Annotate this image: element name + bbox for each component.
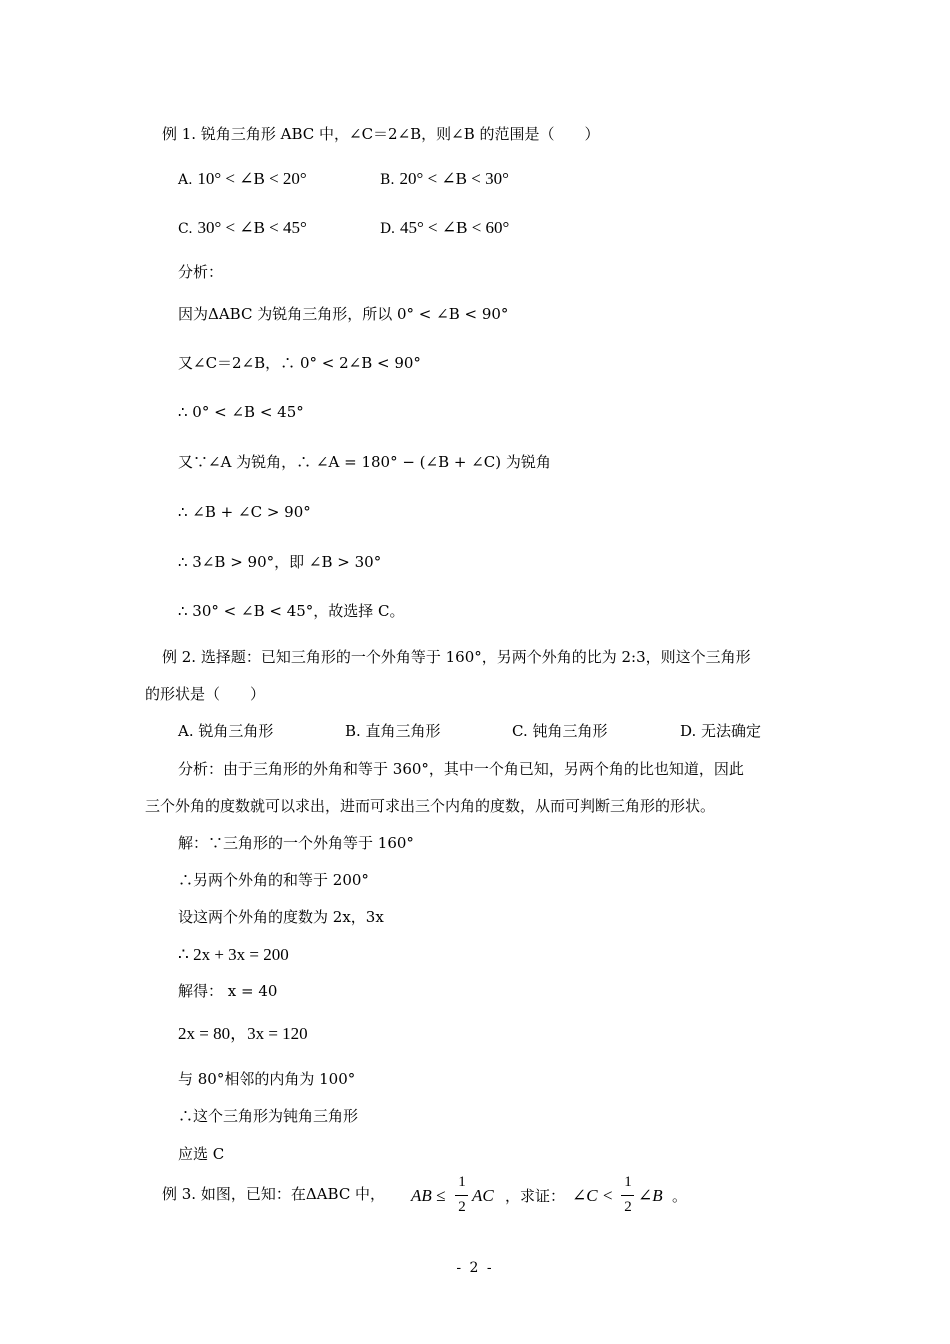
option-math: 30° < ∠B < 45° xyxy=(197,218,307,237)
ex1-line-6: ∴ 3∠B > 90°，即 ∠B > 30° xyxy=(178,553,382,571)
option-math: 10° < ∠B < 20° xyxy=(197,169,307,188)
ex3-bb: ∠B xyxy=(638,1186,663,1205)
option-letter: C. xyxy=(178,221,193,237)
ex1-line-1: 因为ΔABC 为锐角三角形，所以 0° < ∠B < 90° xyxy=(178,305,509,323)
ex3-ac: AC xyxy=(472,1186,494,1205)
ex2-solution-line-3: 设这两个外角的度数为 2x，3x xyxy=(178,908,384,926)
option-letter: B. xyxy=(380,172,395,188)
ex1-analysis-label: 分析： xyxy=(178,263,224,281)
ex1-line-2: 又∠C＝2∠B，∴ 0° < 2∠B < 90° xyxy=(178,354,421,372)
option-math: 20° < ∠B < 30° xyxy=(399,169,509,188)
ex2-solution-line-4: ∴ 2x + 3x = 200 xyxy=(178,945,289,964)
ex2-option-a: A. 锐角三角形 xyxy=(178,722,274,740)
page-number: - 2 - xyxy=(456,1260,494,1276)
ex1-line-5: ∴ ∠B + ∠C > 90° xyxy=(178,503,311,521)
ex3-pre: 例 3. 如图，已知：在ΔABC 中， xyxy=(162,1185,386,1203)
ex2-solution-line-7: 与 80°相邻的内角为 100° xyxy=(178,1070,356,1088)
ex3-end: 。 xyxy=(672,1187,688,1205)
ex2-solution-line-1: 解：∵三角形的一个外角等于 160° xyxy=(178,834,414,852)
ex1-option-b xyxy=(380,170,509,187)
ex2-solution-line-8: ∴这个三角形为钝角三角形 xyxy=(178,1107,359,1125)
option-math: 45° < ∠B < 60° xyxy=(399,218,510,237)
fraction-bar xyxy=(621,1195,634,1196)
ex1-line-7: ∴ 30° < ∠B < 45°，故选择 C。 xyxy=(178,602,405,620)
fraction-numerator: 1 xyxy=(458,1174,466,1190)
ex2-option-d: D. 无法确定 xyxy=(680,722,762,740)
ex3-mid: ，求证： xyxy=(505,1187,566,1205)
ex2-solution-line-9: 应选 C xyxy=(178,1145,225,1163)
option-letter: D. xyxy=(380,221,396,237)
ex2-option-b: B. 直角三角形 xyxy=(345,722,441,740)
ex3-ab: AB ≤ xyxy=(411,1186,446,1205)
ex2-solution-line-5: 解得： x = 40 xyxy=(178,982,278,1000)
fraction-denominator: 2 xyxy=(624,1199,632,1215)
ex1-line-4: 又∵∠A 为锐角，∴ ∠A = 180° − (∠B + ∠C) 为锐角 xyxy=(178,453,551,471)
ex2-solution-line-6: 2x = 80，3x = 120 xyxy=(178,1024,308,1043)
ex2-question-line-1: 例 2. 选择题：已知三角形的一个外角等于 160°，另两个外角的比为 2:3，则这个三角形 xyxy=(162,648,751,666)
fraction-numerator: 1 xyxy=(624,1174,632,1190)
fraction-denominator: 2 xyxy=(458,1199,466,1215)
ex1-question: 例 1. 锐角三角形 ABC 中，∠C＝2∠B，则∠B 的范围是（ ） xyxy=(162,125,600,143)
ex3-cc: ∠C < xyxy=(572,1186,614,1205)
ex2-question-line-2: 的形状是（ ） xyxy=(145,685,266,703)
ex2-solution-line-2: ∴另两个外角的和等于 200° xyxy=(178,871,369,889)
ex1-option-c xyxy=(178,219,307,236)
ex1-option-a xyxy=(178,170,307,187)
option-letter: A. xyxy=(178,172,193,188)
ex1-option-d xyxy=(380,219,509,236)
ex1-line-3: ∴ 0° < ∠B < 45° xyxy=(178,403,304,421)
ex2-option-c: C. 钝角三角形 xyxy=(512,722,608,740)
ex2-analysis-line-2: 三个外角的度数就可以求出，进而可求出三个内角的度数，从而可判断三角形的形状。 xyxy=(145,797,716,815)
fraction-bar xyxy=(455,1195,468,1196)
ex2-analysis-line-1: 分析：由于三角形的外角和等于 360°，其中一个角已知，另两个角的比也知道，因此 xyxy=(178,760,744,778)
